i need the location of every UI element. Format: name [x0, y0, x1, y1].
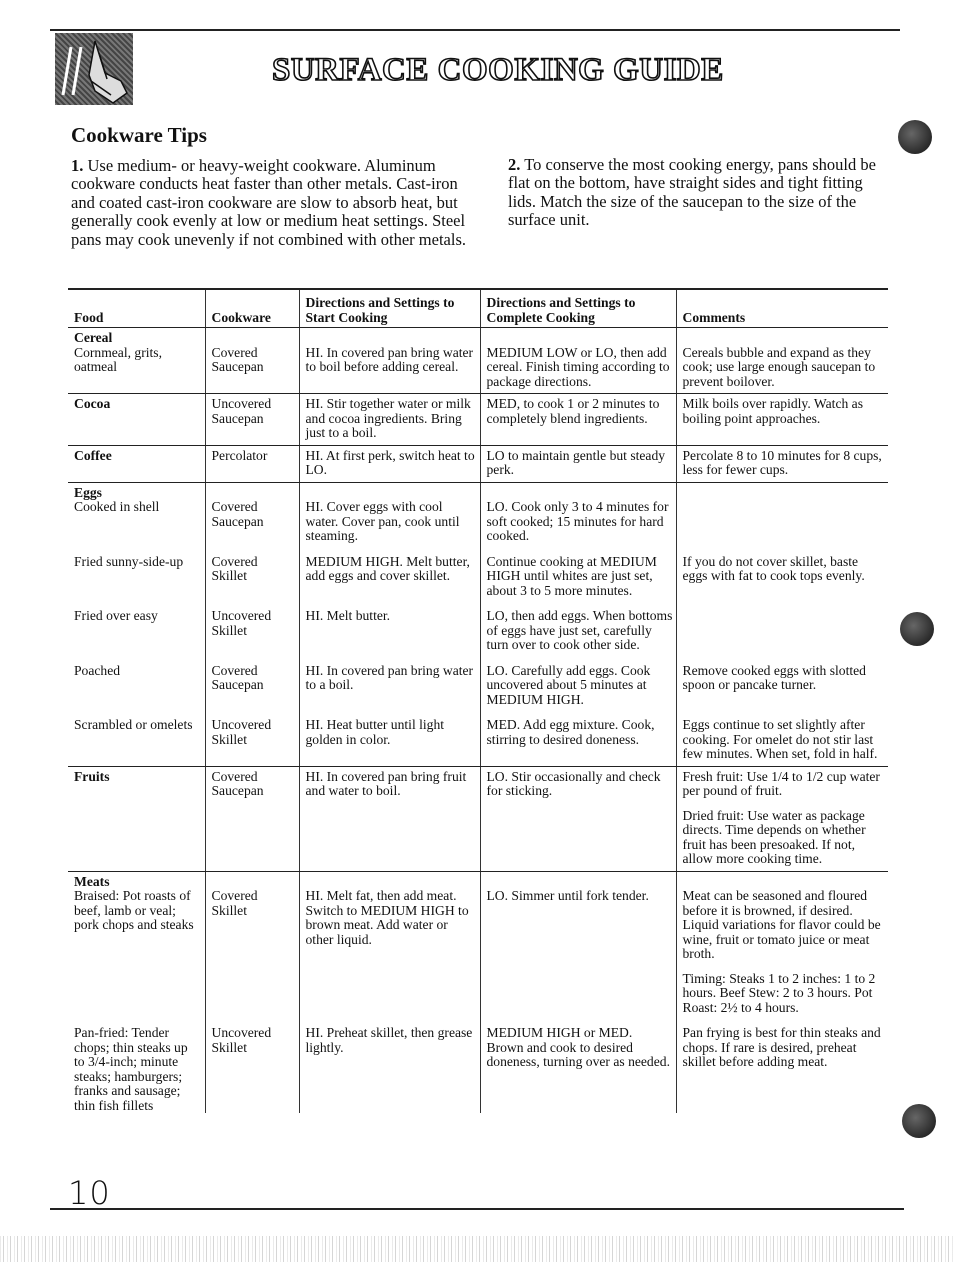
- top-rule: [50, 29, 900, 31]
- tip-1-number: 1.: [71, 156, 84, 175]
- start-text: HI. Melt fat, then add meat. Switch to MEDIUM HIGH to brown meat. Add water or other liquid.: [305, 888, 469, 947]
- header-cookware: Cookware: [205, 289, 299, 328]
- complete-cell: [480, 482, 676, 544]
- page-title: SURFACE COOKING GUIDE: [272, 52, 724, 88]
- scan-edge: [0, 1236, 954, 1262]
- cookware-cell: [205, 871, 299, 1015]
- cookware-text: Covered Skillet: [205, 544, 299, 599]
- table-row: [68, 1015, 888, 1113]
- comments-cell: [676, 766, 888, 871]
- cookware-text: Percolator: [205, 445, 299, 482]
- cookware-text: Covered Skillet: [211, 888, 258, 918]
- cookware-text: Uncovered Saucepan: [205, 394, 299, 446]
- start-text: HI. At first perk, switch heat to LO.: [299, 445, 480, 482]
- start-cell: [299, 871, 480, 1015]
- food-name: Cornmeal, grits, oatmeal: [74, 344, 162, 374]
- comments-text: If you do not cover skillet, baste eggs with fat to cook tops evenly.: [676, 544, 888, 599]
- section-head: Fruits: [74, 768, 110, 784]
- food-name: Poached: [74, 662, 121, 678]
- complete-text: LO. Carefully add eggs. Cook uncovered about 5 minutes at MEDIUM HIGH.: [480, 653, 676, 708]
- tip-2-number: 2.: [508, 155, 521, 174]
- food-cell: [68, 328, 205, 394]
- complete-text: LO. Cook only 3 to 4 minutes for soft cooked; 15 minutes for hard cooked.: [486, 499, 669, 543]
- start-text: HI. In covered pan bring water to boil before adding cereal.: [305, 344, 474, 374]
- food-cell: [68, 482, 205, 544]
- table-row: [68, 394, 888, 446]
- section-head: Coffee: [74, 447, 112, 463]
- comments-text: Pan frying is best for thin steaks and chops. If rare is desired, preheat skillet before adding meat.: [676, 1015, 888, 1113]
- table-row: [68, 766, 888, 871]
- cookware-text: Uncovered Skillet: [205, 1015, 299, 1113]
- table-row: [68, 482, 888, 544]
- hand-pointer-icon: [55, 33, 133, 105]
- comments-text: Milk boils over rapidly. Watch as boiling point approaches.: [676, 394, 888, 446]
- cookware-text: Uncovered Skillet: [205, 707, 299, 766]
- start-text: HI. In covered pan bring fruit and water to boil.: [299, 766, 480, 871]
- complete-text: LO. Simmer until fork tender.: [486, 888, 649, 903]
- tip-2-text: To conserve the most cooking energy, pans should be flat on the bottom, have straight sides and tight fitting lids. Match the size of the saucepan to the size of the surface unit.: [508, 155, 876, 230]
- complete-cell: [480, 328, 676, 394]
- start-text: HI. Melt butter.: [299, 598, 480, 653]
- comments-text: [676, 598, 888, 653]
- start-text: MEDIUM HIGH. Melt butter, add eggs and cover skillet.: [299, 544, 480, 599]
- start-text: HI. In covered pan bring water to a boil.: [299, 653, 480, 708]
- food-cell: [68, 445, 205, 482]
- table-row: [68, 544, 888, 599]
- start-text: HI. Stir together water or milk and cocoa ingredients. Bring just to a boil.: [299, 394, 480, 446]
- complete-cell: [480, 871, 676, 1015]
- header-complete: Directions and Settings to Complete Cooking: [480, 289, 676, 328]
- cookware-cell: [205, 328, 299, 394]
- food-name: Scrambled or omelets: [68, 707, 205, 766]
- page-number: 10: [68, 1174, 111, 1212]
- cookware-tips-heading: Cookware Tips: [71, 123, 207, 147]
- table-row: [68, 707, 888, 766]
- cookware-text: Covered Saucepan: [211, 499, 264, 529]
- bottom-rule: [50, 1208, 904, 1210]
- start-cell: [299, 328, 480, 394]
- comments-text: Eggs continue to set slightly after cooking. For omelet do not stir last few minutes. When set, fold in half.: [676, 707, 888, 766]
- comments-cell: [676, 482, 888, 544]
- complete-text: MEDIUM LOW or LO, then add cereal. Finish timing according to package directions.: [486, 344, 670, 389]
- section-head: Cocoa: [74, 396, 111, 411]
- complete-text: LO. Stir occasionally and check for sticking.: [480, 766, 676, 871]
- table-row: [68, 328, 888, 394]
- complete-text: MED, to cook 1 or 2 minutes to completely blend ingredients.: [480, 394, 676, 446]
- comments-text: Fresh fruit: Use 1/4 to 1/2 cup water per pound of fruit.: [682, 768, 880, 798]
- comments-text: Percolate 8 to 10 minutes for 8 cups, less for fewer cups.: [676, 445, 888, 482]
- binder-hole-dot: [900, 612, 934, 646]
- complete-text: LO to maintain gentle but steady perk.: [480, 445, 676, 482]
- table-row: [68, 871, 888, 1015]
- complete-text: Continue cooking at MEDIUM HIGH until whites are just set, about 3 to 5 more minutes.: [480, 544, 676, 599]
- food-name: Cooked in shell: [74, 499, 160, 514]
- comments-cell: [676, 871, 888, 1015]
- food-cell: [68, 871, 205, 1015]
- comments-text: Timing: Steaks 1 to 2 inches: 1 to 2 hours. Beef Stew: 2 to 3 hours. Pot Roast: 2½ to 4 hours.: [682, 970, 876, 1015]
- section-head: Meats: [74, 873, 110, 889]
- food-name: Braised: Pot roasts of beef, lamb or veal; pork chops and steaks: [74, 888, 194, 932]
- complete-text: LO, then add eggs. When bottoms of eggs have just set, carefully turn over to cook other side.: [480, 598, 676, 653]
- comments-text: Dried fruit: Use water as package directs. Time depends on whether fruit has been presoaked. If not, allow more cooking time.: [682, 807, 866, 866]
- start-cell: [299, 482, 480, 544]
- tip-1-text: Use medium- or heavy-weight cookware. Aluminum cookware conducts heat faster than other metals. Cast-iron and coated cast-iron cookware are slow to absorb heat, but generally cook evenly at low or medium heat settings. Steel pans may cook unevenly if not combined with other metals.: [71, 156, 466, 249]
- comments-text: Cereals bubble and expand as they cook; use large enough saucepan to prevent boilover.: [682, 344, 876, 389]
- binder-hole-dot: [898, 120, 932, 154]
- comments-text: Remove cooked eggs with slotted spoon or pancake turner.: [676, 653, 888, 708]
- tip-2: [508, 156, 888, 230]
- cookware-text: Covered Saucepan: [211, 344, 264, 374]
- food-cell: [68, 766, 205, 871]
- start-text: HI. Cover eggs with cool water. Cover pan, cook until steaming.: [305, 499, 460, 543]
- comments-cell: [676, 328, 888, 394]
- surface-cooking-table: [68, 288, 888, 1113]
- cookware-text: Uncovered Skillet: [205, 598, 299, 653]
- header-comments: Comments: [676, 289, 888, 328]
- section-head: Eggs: [74, 484, 102, 500]
- binder-hole-dot: [902, 1104, 936, 1138]
- food-name: Fried over easy: [74, 608, 158, 623]
- tip-1: [71, 157, 471, 249]
- food-cell: [68, 394, 205, 446]
- header-food: Food: [68, 289, 205, 328]
- section-head: Cereal: [74, 330, 113, 345]
- start-text: HI. Preheat skillet, then grease lightly.: [299, 1015, 480, 1113]
- food-name: Pan-fried: Tender chops; thin steaks up to 3/4-inch; minute steaks; hamburgers; franks and sausage; thin fish fillets: [74, 1025, 188, 1113]
- table-header-row: [68, 289, 888, 328]
- food-name: Fried sunny-side-up: [74, 553, 184, 569]
- complete-text: MED. Add egg mixture. Cook, stirring to desired doneness.: [480, 707, 676, 766]
- cookware-text: Covered Saucepan: [205, 653, 299, 708]
- start-text: HI. Heat butter until light golden in color.: [299, 707, 480, 766]
- table-row: [68, 445, 888, 482]
- comments-text: Meat can be seasoned and floured before it is browned, if desired. Liquid variations for flavor could be wine, fruit or tomato juice or meat broth.: [682, 888, 881, 961]
- table-row: [68, 653, 888, 708]
- cookware-text: Covered Saucepan: [205, 766, 299, 871]
- table-row: [68, 598, 888, 653]
- cookware-cell: [205, 482, 299, 544]
- header-start: Directions and Settings to Start Cooking: [299, 289, 480, 328]
- complete-text: MEDIUM HIGH or MED. Brown and cook to desired doneness, turning over as needed.: [480, 1015, 676, 1113]
